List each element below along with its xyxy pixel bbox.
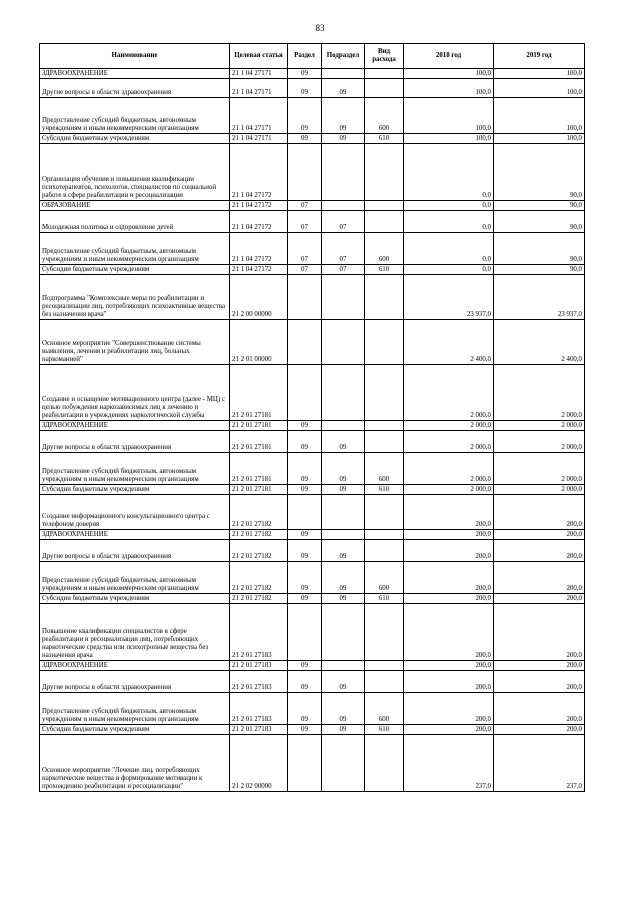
- cell-2019: 200,0: [494, 495, 585, 530]
- cell-expense-type: [365, 604, 404, 661]
- budget-table: [39, 43, 585, 792]
- cell-expense-type: 610: [365, 265, 404, 275]
- cell-2018: 200,0: [404, 693, 494, 725]
- cell-name: Предоставление субсидий бюджетным, автономным учреждениям и иным некоммерческим организациям: [40, 562, 230, 594]
- cell-name: Предоставление субсидий бюджетным, автономным учреждениям и иным некоммерческим организациям: [40, 453, 230, 485]
- cell-2018: 0,0: [404, 265, 494, 275]
- header-subsection: Подраздел: [322, 44, 365, 69]
- cell-subsection: 09: [322, 725, 365, 735]
- cell-section: [288, 735, 322, 792]
- cell-2018: 0,0: [404, 211, 494, 233]
- cell-expense-type: 610: [365, 485, 404, 495]
- cell-expense-type: [365, 421, 404, 431]
- cell-expense-type: 600: [365, 562, 404, 594]
- cell-name: Создание информационного консультационного центра с телефоном доверия: [40, 495, 230, 530]
- cell-article: 21 2 01 27182: [230, 540, 288, 562]
- cell-2019: 90,0: [494, 211, 585, 233]
- cell-2019: 90,0: [494, 144, 585, 201]
- cell-expense-type: 610: [365, 725, 404, 735]
- cell-article: 21 2 01 27183: [230, 604, 288, 661]
- cell-section: [288, 144, 322, 201]
- cell-expense-type: [365, 431, 404, 453]
- cell-article: 21 2 01 27181: [230, 421, 288, 431]
- cell-name: Другие вопросы в области здравоохранения: [40, 431, 230, 453]
- cell-subsection: 09: [322, 594, 365, 604]
- cell-section: 07: [288, 233, 322, 265]
- cell-section: 07: [288, 265, 322, 275]
- cell-article: 21 2 01 00000: [230, 320, 288, 365]
- header-year-2018: 2018 год: [404, 44, 494, 69]
- cell-name: Организация обучения и повышения квалификации психотерапевтов, психологов, специалистов по социальной работе в сфере реабилитации и ресоциализации: [40, 144, 230, 201]
- cell-section: 09: [288, 530, 322, 540]
- cell-article: 21 2 01 27182: [230, 495, 288, 530]
- header-name: Наименование: [40, 44, 230, 69]
- cell-name: Другие вопросы в области здравоохранения: [40, 79, 230, 98]
- cell-2019: 200,0: [494, 562, 585, 594]
- table-row: [40, 69, 585, 79]
- cell-expense-type: 600: [365, 233, 404, 265]
- cell-section: [288, 604, 322, 661]
- cell-2018: 200,0: [404, 725, 494, 735]
- cell-article: 21 1 04 27172: [230, 144, 288, 201]
- cell-2018: 200,0: [404, 540, 494, 562]
- cell-2019: 100,0: [494, 98, 585, 134]
- table-row: [40, 201, 585, 211]
- table-row: [40, 735, 585, 792]
- cell-2019: 100,0: [494, 69, 585, 79]
- cell-2019: 2 400,0: [494, 320, 585, 365]
- table-row: [40, 485, 585, 495]
- cell-subsection: 09: [322, 98, 365, 134]
- cell-name: Субсидии бюджетным учреждениям: [40, 725, 230, 735]
- table-row: [40, 134, 585, 144]
- cell-subsection: 09: [322, 485, 365, 495]
- cell-subsection: [322, 320, 365, 365]
- cell-subsection: 09: [322, 431, 365, 453]
- cell-article: 21 2 01 27182: [230, 562, 288, 594]
- cell-subsection: [322, 365, 365, 421]
- cell-subsection: 09: [322, 693, 365, 725]
- header-expense-type: Вид расхода: [365, 44, 404, 69]
- cell-subsection: [322, 495, 365, 530]
- cell-expense-type: [365, 211, 404, 233]
- cell-section: 09: [288, 671, 322, 693]
- header-article: Целевая статья: [230, 44, 288, 69]
- cell-article: 21 2 02 00000: [230, 735, 288, 792]
- cell-expense-type: 610: [365, 134, 404, 144]
- cell-section: 07: [288, 201, 322, 211]
- table-row: [40, 594, 585, 604]
- cell-2019: 2 000,0: [494, 485, 585, 495]
- table-row: [40, 530, 585, 540]
- cell-article: 21 1 04 27172: [230, 233, 288, 265]
- cell-section: 09: [288, 594, 322, 604]
- table-row: [40, 725, 585, 735]
- cell-section: 09: [288, 485, 322, 495]
- cell-article: 21 2 01 27183: [230, 671, 288, 693]
- cell-article: 21 1 04 27171: [230, 98, 288, 134]
- cell-2018: 2 000,0: [404, 485, 494, 495]
- cell-2018: 2 400,0: [404, 320, 494, 365]
- cell-2018: 200,0: [404, 604, 494, 661]
- cell-2019: 237,0: [494, 735, 585, 792]
- cell-article: 21 2 00 00000: [230, 275, 288, 320]
- cell-expense-type: 600: [365, 98, 404, 134]
- cell-section: 09: [288, 69, 322, 79]
- table-row: [40, 265, 585, 275]
- cell-subsection: 07: [322, 233, 365, 265]
- cell-name: Основное мероприятие "Лечение лиц, потребляющих наркотические вещества и формирование мотивации к прохождению реабилитации и ресоциализации": [40, 735, 230, 792]
- cell-name: Подпрограмма "Комплексные меры по реабилитации и ресоциализации лиц, потребляющих психоактивные вещества без назначения врача": [40, 275, 230, 320]
- cell-2019: 2 000,0: [494, 431, 585, 453]
- cell-name: Предоставление субсидий бюджетным, автономным учреждениям и иным некоммерческим организациям: [40, 233, 230, 265]
- cell-name: Предоставление субсидий бюджетным, автономным учреждениям и иным некоммерческим организациям: [40, 693, 230, 725]
- cell-2019: 2 000,0: [494, 421, 585, 431]
- cell-name: Предоставление субсидий бюджетным, автономным учреждениям и иным некоммерческим организациям: [40, 98, 230, 134]
- cell-section: 09: [288, 661, 322, 671]
- cell-name: ЗДРАВООХРАНЕНИЕ: [40, 421, 230, 431]
- cell-expense-type: [365, 365, 404, 421]
- table-row: [40, 562, 585, 594]
- cell-article: 21 2 01 27181: [230, 365, 288, 421]
- cell-article: 21 2 01 27182: [230, 594, 288, 604]
- header-section: Раздел: [288, 44, 322, 69]
- cell-expense-type: [365, 79, 404, 98]
- cell-subsection: [322, 69, 365, 79]
- cell-article: 21 1 04 27171: [230, 69, 288, 79]
- cell-expense-type: 600: [365, 453, 404, 485]
- cell-name: Повышение квалификации специалистов в сфере реабилитации и ресоциализации лиц, потребляющих наркотические средства или психотропные вещества без назначения врача: [40, 604, 230, 661]
- cell-expense-type: [365, 275, 404, 320]
- table-row: [40, 661, 585, 671]
- cell-section: 09: [288, 693, 322, 725]
- cell-section: 09: [288, 562, 322, 594]
- page-number: 83: [315, 23, 325, 33]
- table-row: [40, 320, 585, 365]
- cell-name: ЗДРАВООХРАНЕНИЕ: [40, 530, 230, 540]
- cell-subsection: 09: [322, 562, 365, 594]
- cell-article: 21 1 04 27172: [230, 265, 288, 275]
- cell-subsection: 09: [322, 540, 365, 562]
- cell-2018: 2 000,0: [404, 453, 494, 485]
- cell-section: [288, 320, 322, 365]
- cell-subsection: [322, 661, 365, 671]
- cell-2018: 100,0: [404, 79, 494, 98]
- header-year-2019: 2019 год: [494, 44, 585, 69]
- cell-2018: 23 937,0: [404, 275, 494, 320]
- cell-subsection: [322, 275, 365, 320]
- cell-subsection: [322, 530, 365, 540]
- cell-article: 21 1 04 27171: [230, 79, 288, 98]
- cell-article: 21 2 01 27181: [230, 485, 288, 495]
- cell-section: [288, 495, 322, 530]
- cell-2019: 90,0: [494, 233, 585, 265]
- cell-subsection: 09: [322, 79, 365, 98]
- cell-article: 21 2 01 27181: [230, 453, 288, 485]
- cell-expense-type: [365, 661, 404, 671]
- cell-2018: 200,0: [404, 594, 494, 604]
- cell-name: ЗДРАВООХРАНЕНИЕ: [40, 69, 230, 79]
- cell-name: ЗДРАВООХРАНЕНИЕ: [40, 661, 230, 671]
- cell-name: Другие вопросы в области здравоохранения: [40, 671, 230, 693]
- table-row: [40, 98, 585, 134]
- cell-2019: 200,0: [494, 604, 585, 661]
- cell-section: 07: [288, 211, 322, 233]
- cell-2019: 2 000,0: [494, 365, 585, 421]
- cell-subsection: 09: [322, 671, 365, 693]
- table-body: [40, 69, 585, 792]
- cell-section: 09: [288, 134, 322, 144]
- cell-subsection: 09: [322, 134, 365, 144]
- cell-2019: 200,0: [494, 671, 585, 693]
- cell-2018: 200,0: [404, 495, 494, 530]
- table-row: [40, 233, 585, 265]
- table-row: [40, 421, 585, 431]
- cell-2018: 2 000,0: [404, 365, 494, 421]
- cell-2018: 100,0: [404, 69, 494, 79]
- cell-expense-type: 610: [365, 594, 404, 604]
- cell-2018: 2 000,0: [404, 431, 494, 453]
- cell-2018: 0,0: [404, 144, 494, 201]
- table-row: [40, 604, 585, 661]
- cell-article: 21 2 01 27181: [230, 431, 288, 453]
- cell-2019: 100,0: [494, 79, 585, 98]
- cell-subsection: [322, 735, 365, 792]
- cell-article: 21 1 04 27171: [230, 134, 288, 144]
- cell-2018: 200,0: [404, 530, 494, 540]
- cell-2018: 200,0: [404, 562, 494, 594]
- cell-2019: 200,0: [494, 594, 585, 604]
- cell-2019: 200,0: [494, 725, 585, 735]
- cell-expense-type: [365, 144, 404, 201]
- cell-2018: 100,0: [404, 98, 494, 134]
- cell-2018: 200,0: [404, 661, 494, 671]
- cell-2019: 2 000,0: [494, 453, 585, 485]
- cell-expense-type: [365, 671, 404, 693]
- cell-section: [288, 365, 322, 421]
- header-row: [40, 44, 585, 69]
- cell-name: Основное мероприятие "Совершенствование системы выявления, лечения и реабилитации лиц, больных наркоманией": [40, 320, 230, 365]
- cell-expense-type: [365, 530, 404, 540]
- cell-article: 21 1 04 27172: [230, 211, 288, 233]
- cell-2019: 90,0: [494, 265, 585, 275]
- cell-section: 09: [288, 453, 322, 485]
- table-row: [40, 495, 585, 530]
- cell-name: Молодежная политика и оздоровление детей: [40, 211, 230, 233]
- table-row: [40, 693, 585, 725]
- cell-expense-type: 600: [365, 693, 404, 725]
- cell-2019: 200,0: [494, 540, 585, 562]
- cell-subsection: 07: [322, 265, 365, 275]
- cell-name: ОБРАЗОВАНИЕ: [40, 201, 230, 211]
- cell-article: 21 2 01 27183: [230, 693, 288, 725]
- cell-section: 09: [288, 431, 322, 453]
- cell-2018: 100,0: [404, 134, 494, 144]
- cell-2018: 0,0: [404, 201, 494, 211]
- cell-subsection: 07: [322, 211, 365, 233]
- cell-2018: 2 000,0: [404, 421, 494, 431]
- cell-section: [288, 275, 322, 320]
- table-row: [40, 540, 585, 562]
- cell-2019: 200,0: [494, 661, 585, 671]
- cell-2019: 200,0: [494, 693, 585, 725]
- cell-expense-type: [365, 201, 404, 211]
- cell-2018: 0,0: [404, 233, 494, 265]
- table-row: [40, 211, 585, 233]
- cell-name: Субсидии бюджетным учреждениям: [40, 265, 230, 275]
- cell-expense-type: [365, 495, 404, 530]
- table-row: [40, 365, 585, 421]
- cell-name: Субсидии бюджетным учреждениям: [40, 594, 230, 604]
- table-row: [40, 144, 585, 201]
- cell-section: 09: [288, 540, 322, 562]
- cell-section: 09: [288, 725, 322, 735]
- table-row: [40, 79, 585, 98]
- cell-subsection: 09: [322, 453, 365, 485]
- cell-2019: 90,0: [494, 201, 585, 211]
- table-row: [40, 275, 585, 320]
- cell-section: 09: [288, 98, 322, 134]
- cell-name: Создание и оснащение мотивационного центра (далее - МЦ) с целью побуждения наркозависимых лиц к лечению и реабилитации в учреждениях наркологической службы: [40, 365, 230, 421]
- cell-expense-type: [365, 540, 404, 562]
- cell-2019: 100,0: [494, 134, 585, 144]
- cell-expense-type: [365, 320, 404, 365]
- cell-article: 21 2 01 27183: [230, 725, 288, 735]
- cell-subsection: [322, 144, 365, 201]
- table-row: [40, 453, 585, 485]
- cell-section: 09: [288, 79, 322, 98]
- cell-article: 21 2 01 27182: [230, 530, 288, 540]
- table-row: [40, 671, 585, 693]
- cell-name: Другие вопросы в области здравоохранения: [40, 540, 230, 562]
- cell-name: Субсидии бюджетным учреждениям: [40, 485, 230, 495]
- cell-2019: 200,0: [494, 530, 585, 540]
- cell-name: Субсидии бюджетным учреждениям: [40, 134, 230, 144]
- cell-article: 21 2 01 27183: [230, 661, 288, 671]
- cell-2018: 200,0: [404, 671, 494, 693]
- cell-article: 21 1 04 27172: [230, 201, 288, 211]
- cell-subsection: [322, 201, 365, 211]
- cell-subsection: [322, 604, 365, 661]
- cell-section: 09: [288, 421, 322, 431]
- cell-expense-type: [365, 735, 404, 792]
- cell-2018: 237,0: [404, 735, 494, 792]
- cell-subsection: [322, 421, 365, 431]
- table-row: [40, 431, 585, 453]
- cell-2019: 23 937,0: [494, 275, 585, 320]
- cell-expense-type: [365, 69, 404, 79]
